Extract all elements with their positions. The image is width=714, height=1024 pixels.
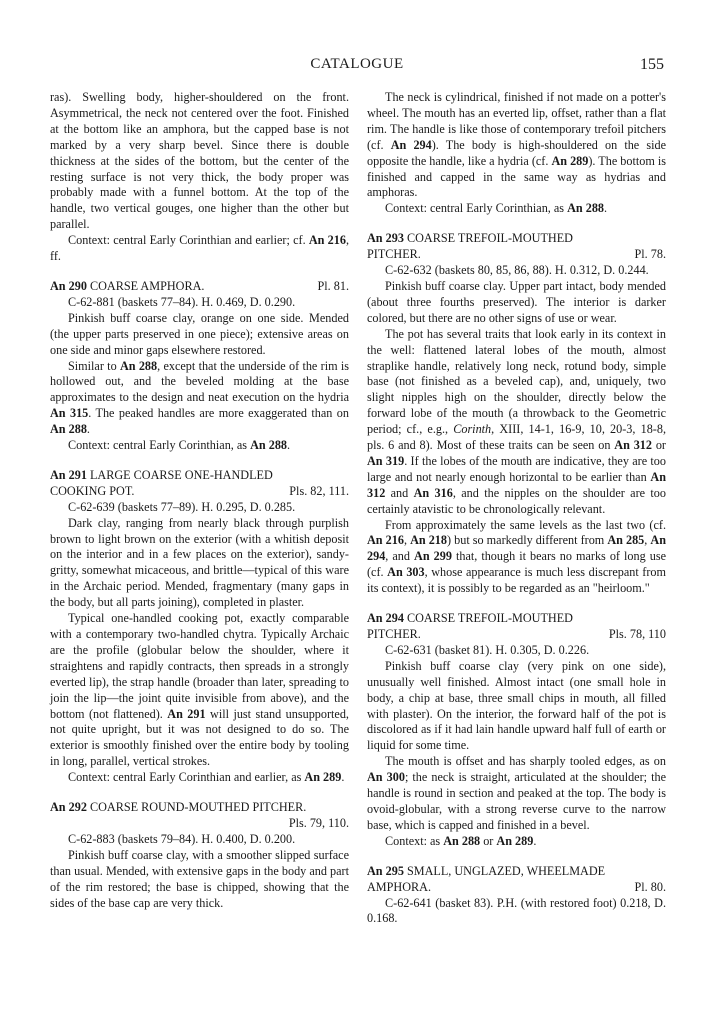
entry-number: An 294 <box>367 611 404 626</box>
plate-reference: Pls. 78, 110 <box>608 627 666 641</box>
entry-heading <box>367 611 666 643</box>
entry-title: COARSE TREFOIL-MOUTHED <box>403 611 573 626</box>
entry-number: An 293 <box>367 231 404 246</box>
context-line: Context: central Early Corinthian and earlier; cf. An 216, ff. <box>50 233 349 264</box>
inventory-measurements: C-62-641 (basket 83). P.H. (with restored foot) 0.218, D. 0.168. <box>367 895 666 926</box>
entry-title: COARSE ROUND-MOUTHED PITCHER. <box>86 800 307 815</box>
plate-reference: Pl. 81. <box>317 278 349 293</box>
entry-number: An 292 <box>50 800 87 815</box>
entry-number: An 290 <box>50 278 87 293</box>
catalogue-entry-an-294 <box>367 611 666 850</box>
inventory-measurements: C-62-631 (basket 81). H. 0.305, D. 0.226. <box>385 642 590 657</box>
plate-reference: Pls. 79, 110. <box>288 815 349 830</box>
continued-paragraph: The neck is cylindrical, finished if not made on a potter's wheel. The mouth has an everted lip, offset, rather than a flat rim. The handle is like those of contemporary trefoil pitchers (cf. An 294). The body is high-shouldered on the side opposite the handle, like a hydria (cf. An 289). The bottom is finished and capped in the same way as hydrias and amphoras. <box>367 90 667 200</box>
running-header <box>50 56 664 78</box>
plate-reference: Pl. 80. <box>634 879 666 894</box>
left-column <box>50 90 349 911</box>
entry-heading <box>367 231 666 263</box>
discussion: The pot has several traits that look early in its context in the well: flattened lateral lobes of the mouth, almost straplike handle, relatively long neck, rotund body, simple base (not finished as a beveled cap), and, uniquely, two slight nipples high on the shoulder, directly below the forward lobe of the mouth (a throwback to the Geometric period; cf., e.g., Corinth, XIII, 14-1, 16-9, 10, 20-3, 18-8, pls. 6 and 8). Most of these traits can be seen on An 312 or An 319. If the lobes of the mouth are indicative, they are too large and not nearly enough horizontal to be earlier than An 312 and An 316, and the nipples on the shoulder are too certainly atavistic to be chronologically relevant. <box>367 326 666 516</box>
plate-reference: Pls. 82, 111. <box>289 483 349 498</box>
entry-title-cont: AMPHORA. <box>367 879 431 894</box>
entry-number: An 295 <box>367 863 404 878</box>
plate-reference: Pl. 78. <box>634 247 666 262</box>
discussion: The mouth is offset and has sharply tooled edges, as on An 300; the neck is straight, articulated at the shoulder; the handle is round in section and peaked at the top. The body is ovoid-globular, with a strong reverse curve to the narrow base, which is capped and finished in a bevel. <box>367 754 666 832</box>
catalogue-entry-an-290 <box>50 279 349 454</box>
catalogue-entry-an-291 <box>50 468 349 786</box>
catalogue-entry-an-292 <box>50 800 349 911</box>
description: Pinkish buff coarse clay, orange on one side. Mended (the upper parts preserved in one piece); extensive areas on one side and minor gaps elsewhere restored. <box>50 310 349 357</box>
context-line: Context: central Early Corinthian, as An 288. <box>68 438 291 453</box>
catalogue-entry-an-293 <box>367 231 666 597</box>
inventory-measurements: C-62-632 (baskets 80, 85, 86, 88). H. 0.312, D. 0.244. <box>385 263 649 278</box>
entry-heading <box>367 864 666 896</box>
continued-paragraph: ras). Swelling body, higher-shouldered on the front. Asymmetrical, the neck not centered over the foot. Finished at the bottom like an amphora, but the capped base is not marked by a very sharp bevel. Since there is double thickness at the sides of the bottom, but the center of the resting surface is not very thick, the body proper was probably made with a funnel bottom. At the top of the handle, two vertical gouges, one higher than the other but parallel. <box>50 90 349 232</box>
entry-title: COARSE TREFOIL-MOUTHED <box>403 231 573 246</box>
catalogue-entry-an-295 <box>367 864 666 928</box>
discussion: From approximately the same levels as the last two (cf. An 216, An 218) but so markedly different from An 285, An 294, and An 299 that, though it bears no marks of long use (cf. An 303, whose appearance is much less discrepant from its context), it is possibly to be regarded as an "heirloom." <box>367 517 666 596</box>
context-line: Context: central Early Corinthian, as An 288. <box>385 201 608 216</box>
page-number: 155 <box>640 56 664 73</box>
inventory-measurements: C-62-639 (baskets 77–89). H. 0.295, D. 0.285. <box>68 499 296 514</box>
entry-title: COARSE AMPHORA. <box>86 278 205 293</box>
comparison: Similar to An 288, except that the underside of the rim is hollowed out, and the beveled molding at the base approximates to the design and neat execution on the hydria An 315. The peaked handles are more exaggerated than on An 288. <box>50 358 349 437</box>
entry-title-cont: PITCHER. <box>367 247 421 262</box>
running-title: CATALOGUE <box>310 56 404 72</box>
context-line: Context: central Early Corinthian and earlier, as An 289. <box>68 770 345 785</box>
entry-heading <box>50 800 349 832</box>
entry-number: An 291 <box>50 467 87 482</box>
inventory-measurements: C-62-881 (baskets 77–84). H. 0.469, D. 0.290. <box>68 294 296 309</box>
entry-title: SMALL, UNGLAZED, WHEELMADE <box>403 863 606 878</box>
description: Dark clay, ranging from nearly black through purplish brown to light brown on the exterior (with a whitish deposit on the interior and in a few places on the exterior), sandy-gritty, somewhat micaceous, and brittle—typical of this ware in the Archaic period. Mended, fragmentary (many gaps in the body, but all parts joining), completed in plaster. <box>50 515 349 610</box>
description: Pinkish buff coarse clay, with a smoother slipped surface than usual. Mended, with extensive gaps in the body and part of the rim restored; the base is chipped, showing that the sides of the base cap are very thick. <box>50 847 349 910</box>
entry-heading <box>50 279 349 295</box>
entry-title: LARGE COARSE ONE-HANDLED <box>86 467 273 482</box>
context-line: Context: as An 288 or An 289. <box>385 833 537 848</box>
description: Pinkish buff coarse clay (very pink on one side), unusually well finished. Almost intact (one small hole in body, a chip at base, three small chips in mouth, all filled with plaster). On the interior, the forward half of the pot is discolored as if it had lain handle upward half full of earth or liquid for some time. <box>367 658 666 753</box>
entry-title-cont: PITCHER. <box>367 627 421 641</box>
right-column <box>367 90 666 927</box>
entry-heading <box>50 468 349 500</box>
description: Pinkish buff coarse clay. Upper part intact, body mended (about three fourths preserved). The interior is darker colored, but there are no other signs of use or wear. <box>367 278 666 325</box>
inventory-measurements: C-62-883 (baskets 79–84). H. 0.400, D. 0.200. <box>68 831 296 846</box>
comparison: Typical one-handled cooking pot, exactly comparable with a contemporary two-handled chytra. Typically Archaic are the profile (globular below the shoulder, where it straightens and rapidly contracts, then spreads in a strongly everted lip), the strap handle (broader than later, spreading to join the lip—the joint quite invisible from above), and the bottom (not flattened). An 291 will just stand unsupported, not quite upright, but it was not designed to do so. The exterior is smoothly finished over the entire body by tooling in long, parallel, vertical strokes. <box>50 611 349 769</box>
entry-title-cont: COOKING POT. <box>50 483 135 498</box>
